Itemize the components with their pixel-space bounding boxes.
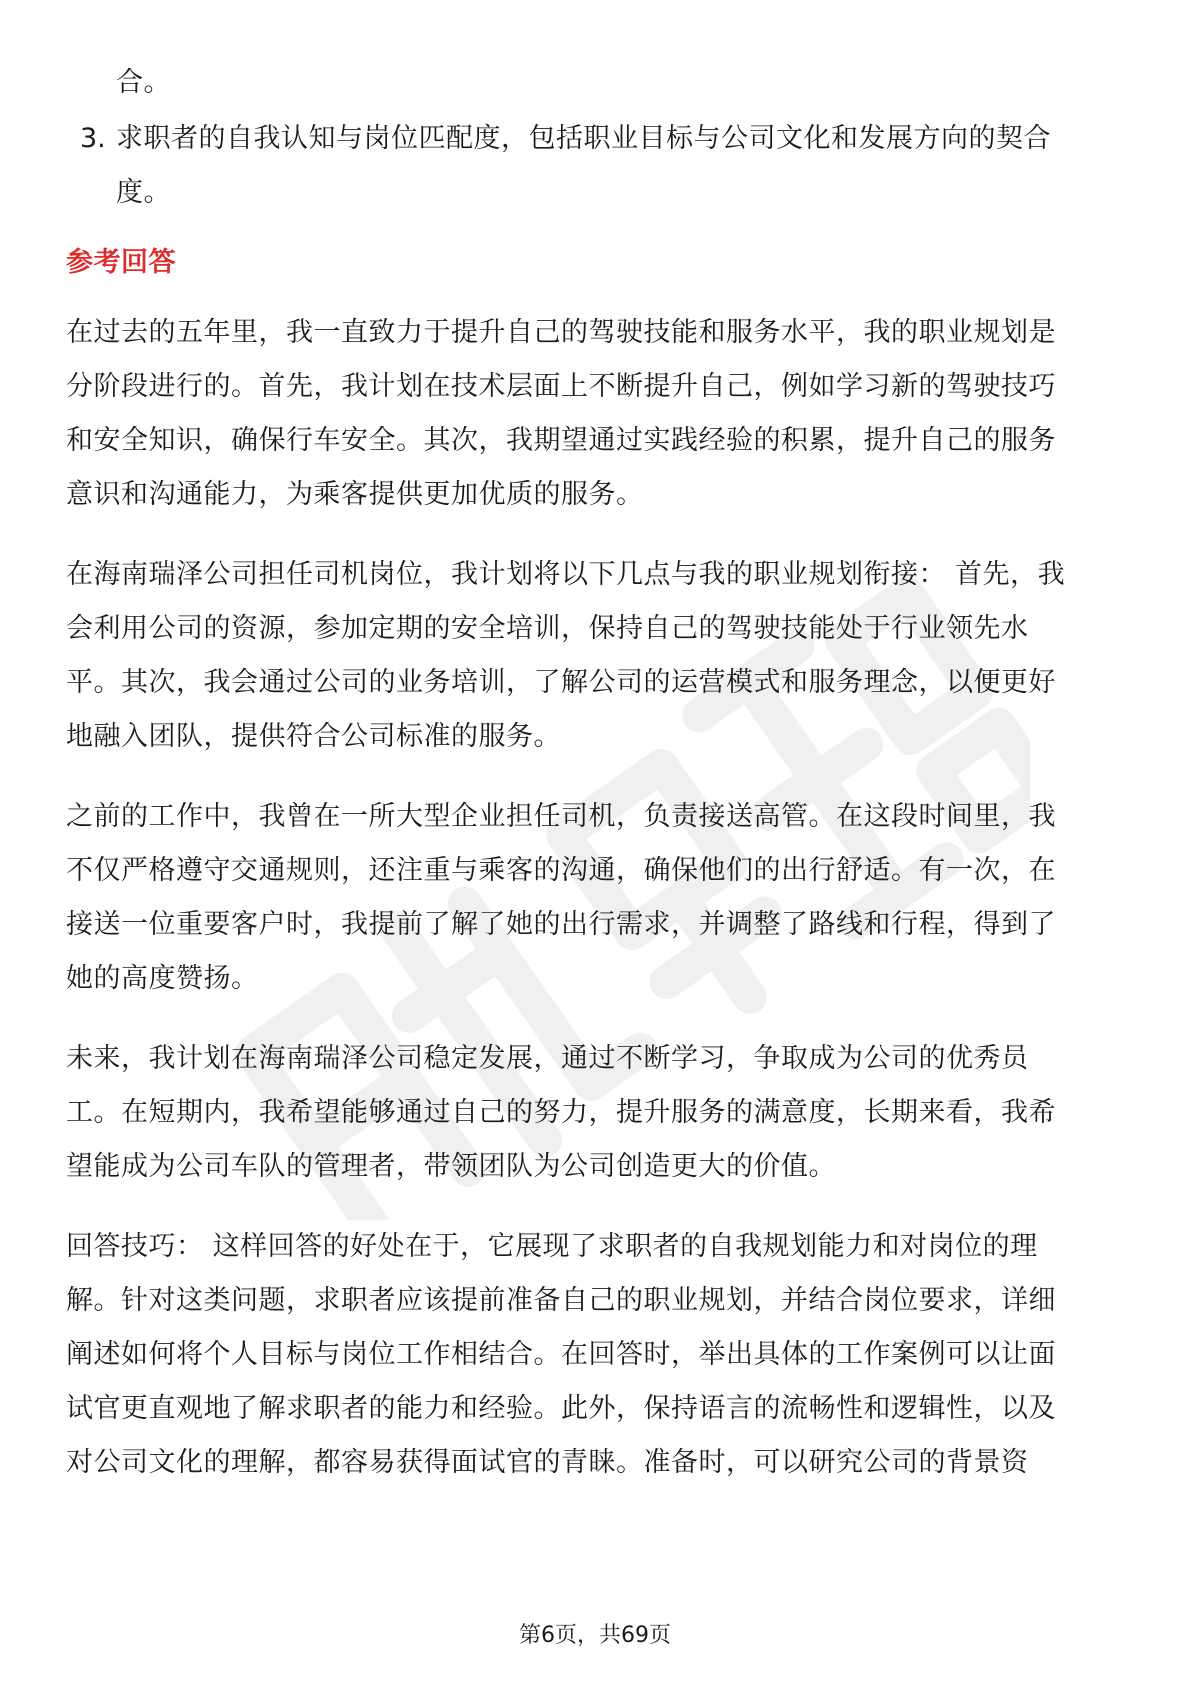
paragraph-line: 对公司文化的理解，都容易获得面试官的青睐。准备时，可以研究公司的背景资: [66, 1447, 1029, 1478]
paragraph-line: 阐述如何将个人目标与岗位工作相结合。在回答时，举出具体的工作案例可以让面: [66, 1339, 1056, 1370]
paragraph-line: 望能成为公司车队的管理者，带领团队为公司创造更大的价值。: [66, 1151, 836, 1182]
paragraph-line: 之前的工作中，我曾在一所大型企业担任司机，负责接送高管。在这段时间里，我: [66, 801, 1056, 832]
paragraph-line: 会利用公司的资源，参加定期的安全培训，保持自己的驾驶技能处于行业领先水: [66, 613, 1029, 644]
paragraph-line: 意识和沟通能力，为乘客提供更加优质的服务。: [66, 479, 644, 510]
paragraph-line: 平。其次，我会通过公司的业务培训，了解公司的运营模式和服务理念，以便更好: [66, 667, 1056, 698]
paragraph-line: 在海南瑞泽公司担任司机岗位，我计划将以下几点与我的职业规划衔接： 首先，我: [66, 559, 1066, 590]
paragraph-line: 和安全知识，确保行车安全。其次，我期望通过实践经验的积累，提升自己的服务: [66, 425, 1056, 456]
section-heading: 参考回答: [66, 247, 176, 278]
list-item-3-number: 3.: [80, 123, 106, 154]
paragraph-line: 她的高度赞扬。: [66, 963, 259, 994]
paragraph-line: 接送一位重要客户时，我提前了解了她的出行需求，并调整了路线和行程，得到了: [66, 909, 1056, 940]
paragraph-line: 工。在短期内，我希望能够通过自己的努力，提升服务的满意度，长期来看，我希: [66, 1097, 1056, 1128]
paragraph-line: 分阶段进行的。首先，我计划在技术层面上不断提升自己，例如学习新的驾驶技巧: [66, 371, 1056, 402]
list-item-2-tail: 合。: [116, 67, 171, 98]
list-item-3-line: 度。: [116, 177, 171, 208]
paragraph-line: 解。针对这类问题，求职者应该提前准备自己的职业规划，并结合岗位要求，详细: [66, 1285, 1056, 1316]
paragraph-line: 试官更直观地了解求职者的能力和经验。此外，保持语言的流畅性和逻辑性，以及: [66, 1393, 1056, 1424]
paragraph-line: 地融入团队，提供符合公司标准的服务。: [66, 721, 561, 752]
paragraph-line: 在过去的五年里，我一直致力于提升自己的驾驶技能和服务水平，我的职业规划是: [66, 317, 1056, 348]
page-number-footer: 第6页，共69页: [519, 1623, 671, 1648]
list-item-3-line: 求职者的自我认知与岗位匹配度，包括职业目标与公司文化和发展方向的契合: [116, 123, 1051, 154]
paragraph-line: 回答技巧： 这样回答的好处在于，它展现了求职者的自我规划能力和对岗位的理: [66, 1231, 1038, 1262]
paragraph-line: 未来，我计划在海南瑞泽公司稳定发展，通过不断学习，争取成为公司的优秀员: [66, 1043, 1029, 1074]
paragraph-line: 不仅严格遵守交通规则，还注重与乘客的沟通，确保他们的出行舒适。有一次，在: [66, 855, 1056, 886]
